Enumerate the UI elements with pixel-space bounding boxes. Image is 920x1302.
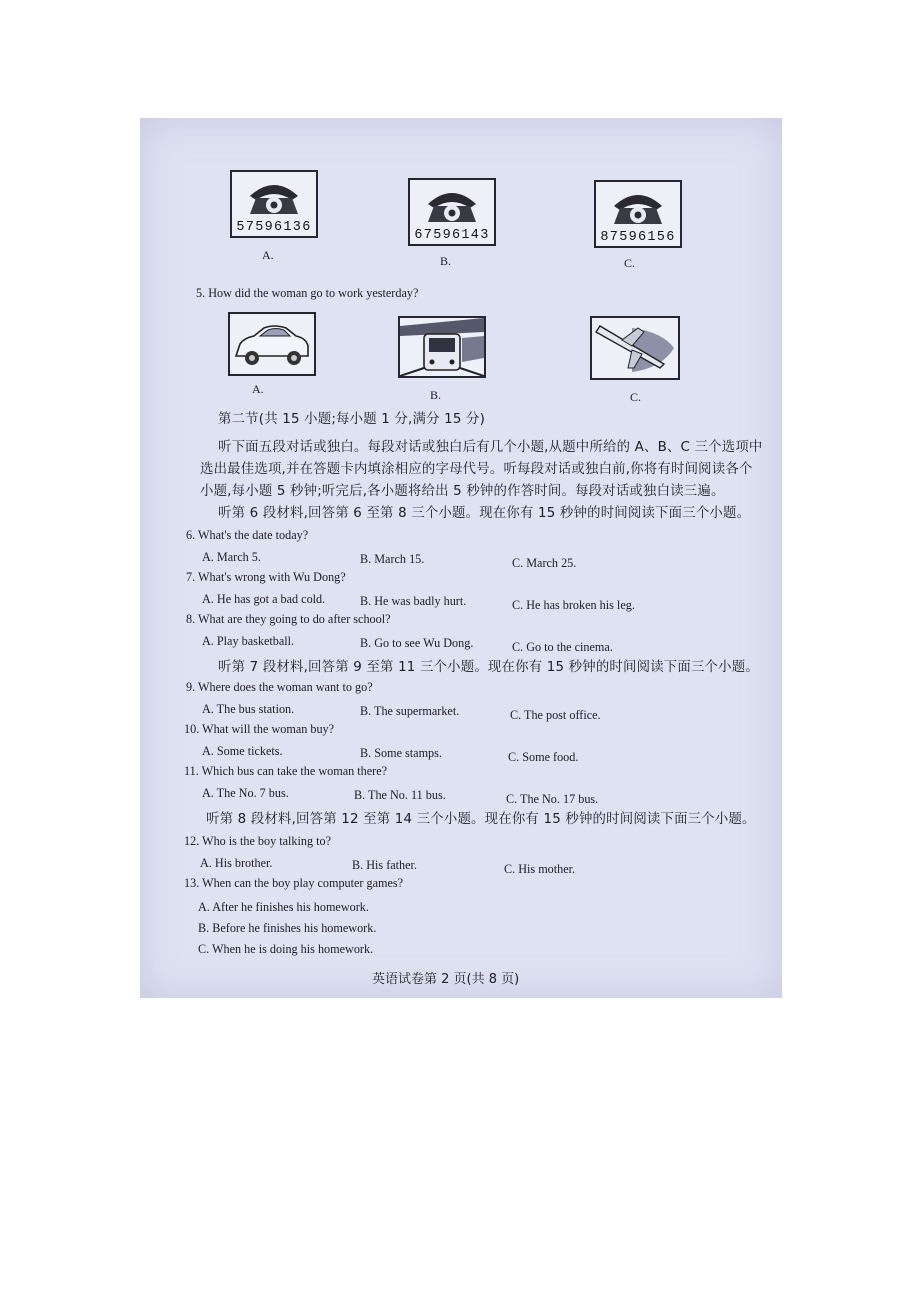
q6-option-b: B. March 15.: [360, 552, 425, 566]
scanned-exam-page: [140, 118, 782, 998]
train-picture: [398, 316, 486, 378]
section-heading: 第二节(共 15 小题;每小题 1 分,满分 15 分): [218, 412, 486, 427]
phone-number: 67596143: [414, 228, 490, 243]
q13-option-a: A. After he finishes his homework.: [198, 900, 369, 914]
q11-option-b: B. The No. 11 bus.: [354, 788, 446, 802]
option-label: A.: [262, 248, 274, 262]
phone-option-b-picture: [408, 178, 496, 246]
question-7: 7. What's wrong with Wu Dong?: [186, 570, 346, 584]
telephone-icon: [596, 184, 680, 228]
q12-option-b: B. His father.: [352, 858, 417, 872]
q10-option-a: A. Some tickets.: [202, 744, 283, 758]
question-13: 13. When can the boy play computer games?: [184, 876, 404, 890]
phone-option-c-picture: [594, 180, 682, 248]
option-label: C.: [624, 256, 636, 270]
telephone-icon: [232, 174, 316, 218]
q11-option-c: C. The No. 17 bus.: [506, 792, 599, 806]
question-10: 10. What will the woman buy?: [184, 722, 335, 736]
q12-option-c: C. His mother.: [504, 862, 576, 876]
car-icon: [230, 314, 314, 374]
car-picture: [228, 312, 316, 376]
instruction-line-3: 小题,每小题 5 秒钟;听完后,各小题将给出 5 秒钟的作答时间。每段对话或独白读三遍。: [200, 484, 725, 499]
phone-option-a-picture: [230, 170, 318, 238]
q9-option-b: B. The supermarket.: [360, 704, 460, 718]
question-8: 8. What are they going to do after school?: [186, 612, 391, 626]
material-7-instruction: 听第 7 段材料,回答第 9 至第 11 三个小题。现在你有 15 秒钟的时间阅读下面三个小题。: [218, 660, 759, 675]
q10-option-b: B. Some stamps.: [360, 746, 442, 760]
q6-option-c: C. March 25.: [512, 556, 577, 570]
material-6-instruction: 听第 6 段材料,回答第 6 至第 8 三个小题。现在你有 15 秒钟的时间阅读下面三个小题。: [218, 506, 751, 521]
question-11: 11. Which bus can take the woman there?: [184, 764, 388, 778]
q7-option-c: C. He has broken his leg.: [512, 598, 635, 612]
option-label: B.: [430, 388, 442, 402]
q9-option-c: C. The post office.: [510, 708, 601, 722]
q13-option-b: B. Before he finishes his homework.: [198, 921, 377, 935]
q8-option-c: C. Go to the cinema.: [512, 640, 613, 654]
q11-option-a: A. The No. 7 bus.: [202, 786, 289, 800]
option-label: A.: [252, 382, 264, 396]
airplane-icon: [592, 318, 678, 378]
instruction-line-1: 听下面五段对话或独白。每段对话或独白后有几个小题,从题中所给的 A、B、C 三个选项中: [218, 440, 763, 455]
question-12: 12. Who is the boy talking to?: [184, 834, 332, 848]
q13-option-c: C. When he is doing his homework.: [198, 942, 374, 956]
q12-option-a: A. His brother.: [200, 856, 273, 870]
telephone-icon: [410, 182, 494, 226]
airplane-picture: [590, 316, 680, 380]
question-6: 6. What's the date today?: [186, 528, 309, 542]
option-label: B.: [440, 254, 452, 268]
option-label: C.: [630, 390, 642, 404]
train-icon: [400, 318, 484, 376]
phone-number: 87596156: [600, 230, 676, 245]
q7-option-a: A. He has got a bad cold.: [202, 592, 326, 606]
q9-option-a: A. The bus station.: [202, 702, 295, 716]
page-footer: 英语试卷第 2 页(共 8 页): [372, 972, 520, 987]
q6-option-a: A. March 5.: [202, 550, 261, 564]
q8-option-a: A. Play basketball.: [202, 634, 295, 648]
q7-option-b: B. He was badly hurt.: [360, 594, 467, 608]
phone-number: 57596136: [236, 220, 312, 235]
q10-option-c: C. Some food.: [508, 750, 579, 764]
q8-option-b: B. Go to see Wu Dong.: [360, 636, 474, 650]
question-9: 9. Where does the woman want to go?: [186, 680, 373, 694]
instruction-line-2: 选出最佳选项,并在答题卡内填涂相应的字母代号。听每段对话或独白前,你将有时间阅读各个: [200, 462, 753, 477]
material-8-instruction: 听第 8 段材料,回答第 12 至第 14 三个小题。现在你有 15 秒钟的时间阅读下面三个小题。: [206, 812, 756, 827]
question-5: 5. How did the woman go to work yesterday?: [196, 286, 419, 300]
